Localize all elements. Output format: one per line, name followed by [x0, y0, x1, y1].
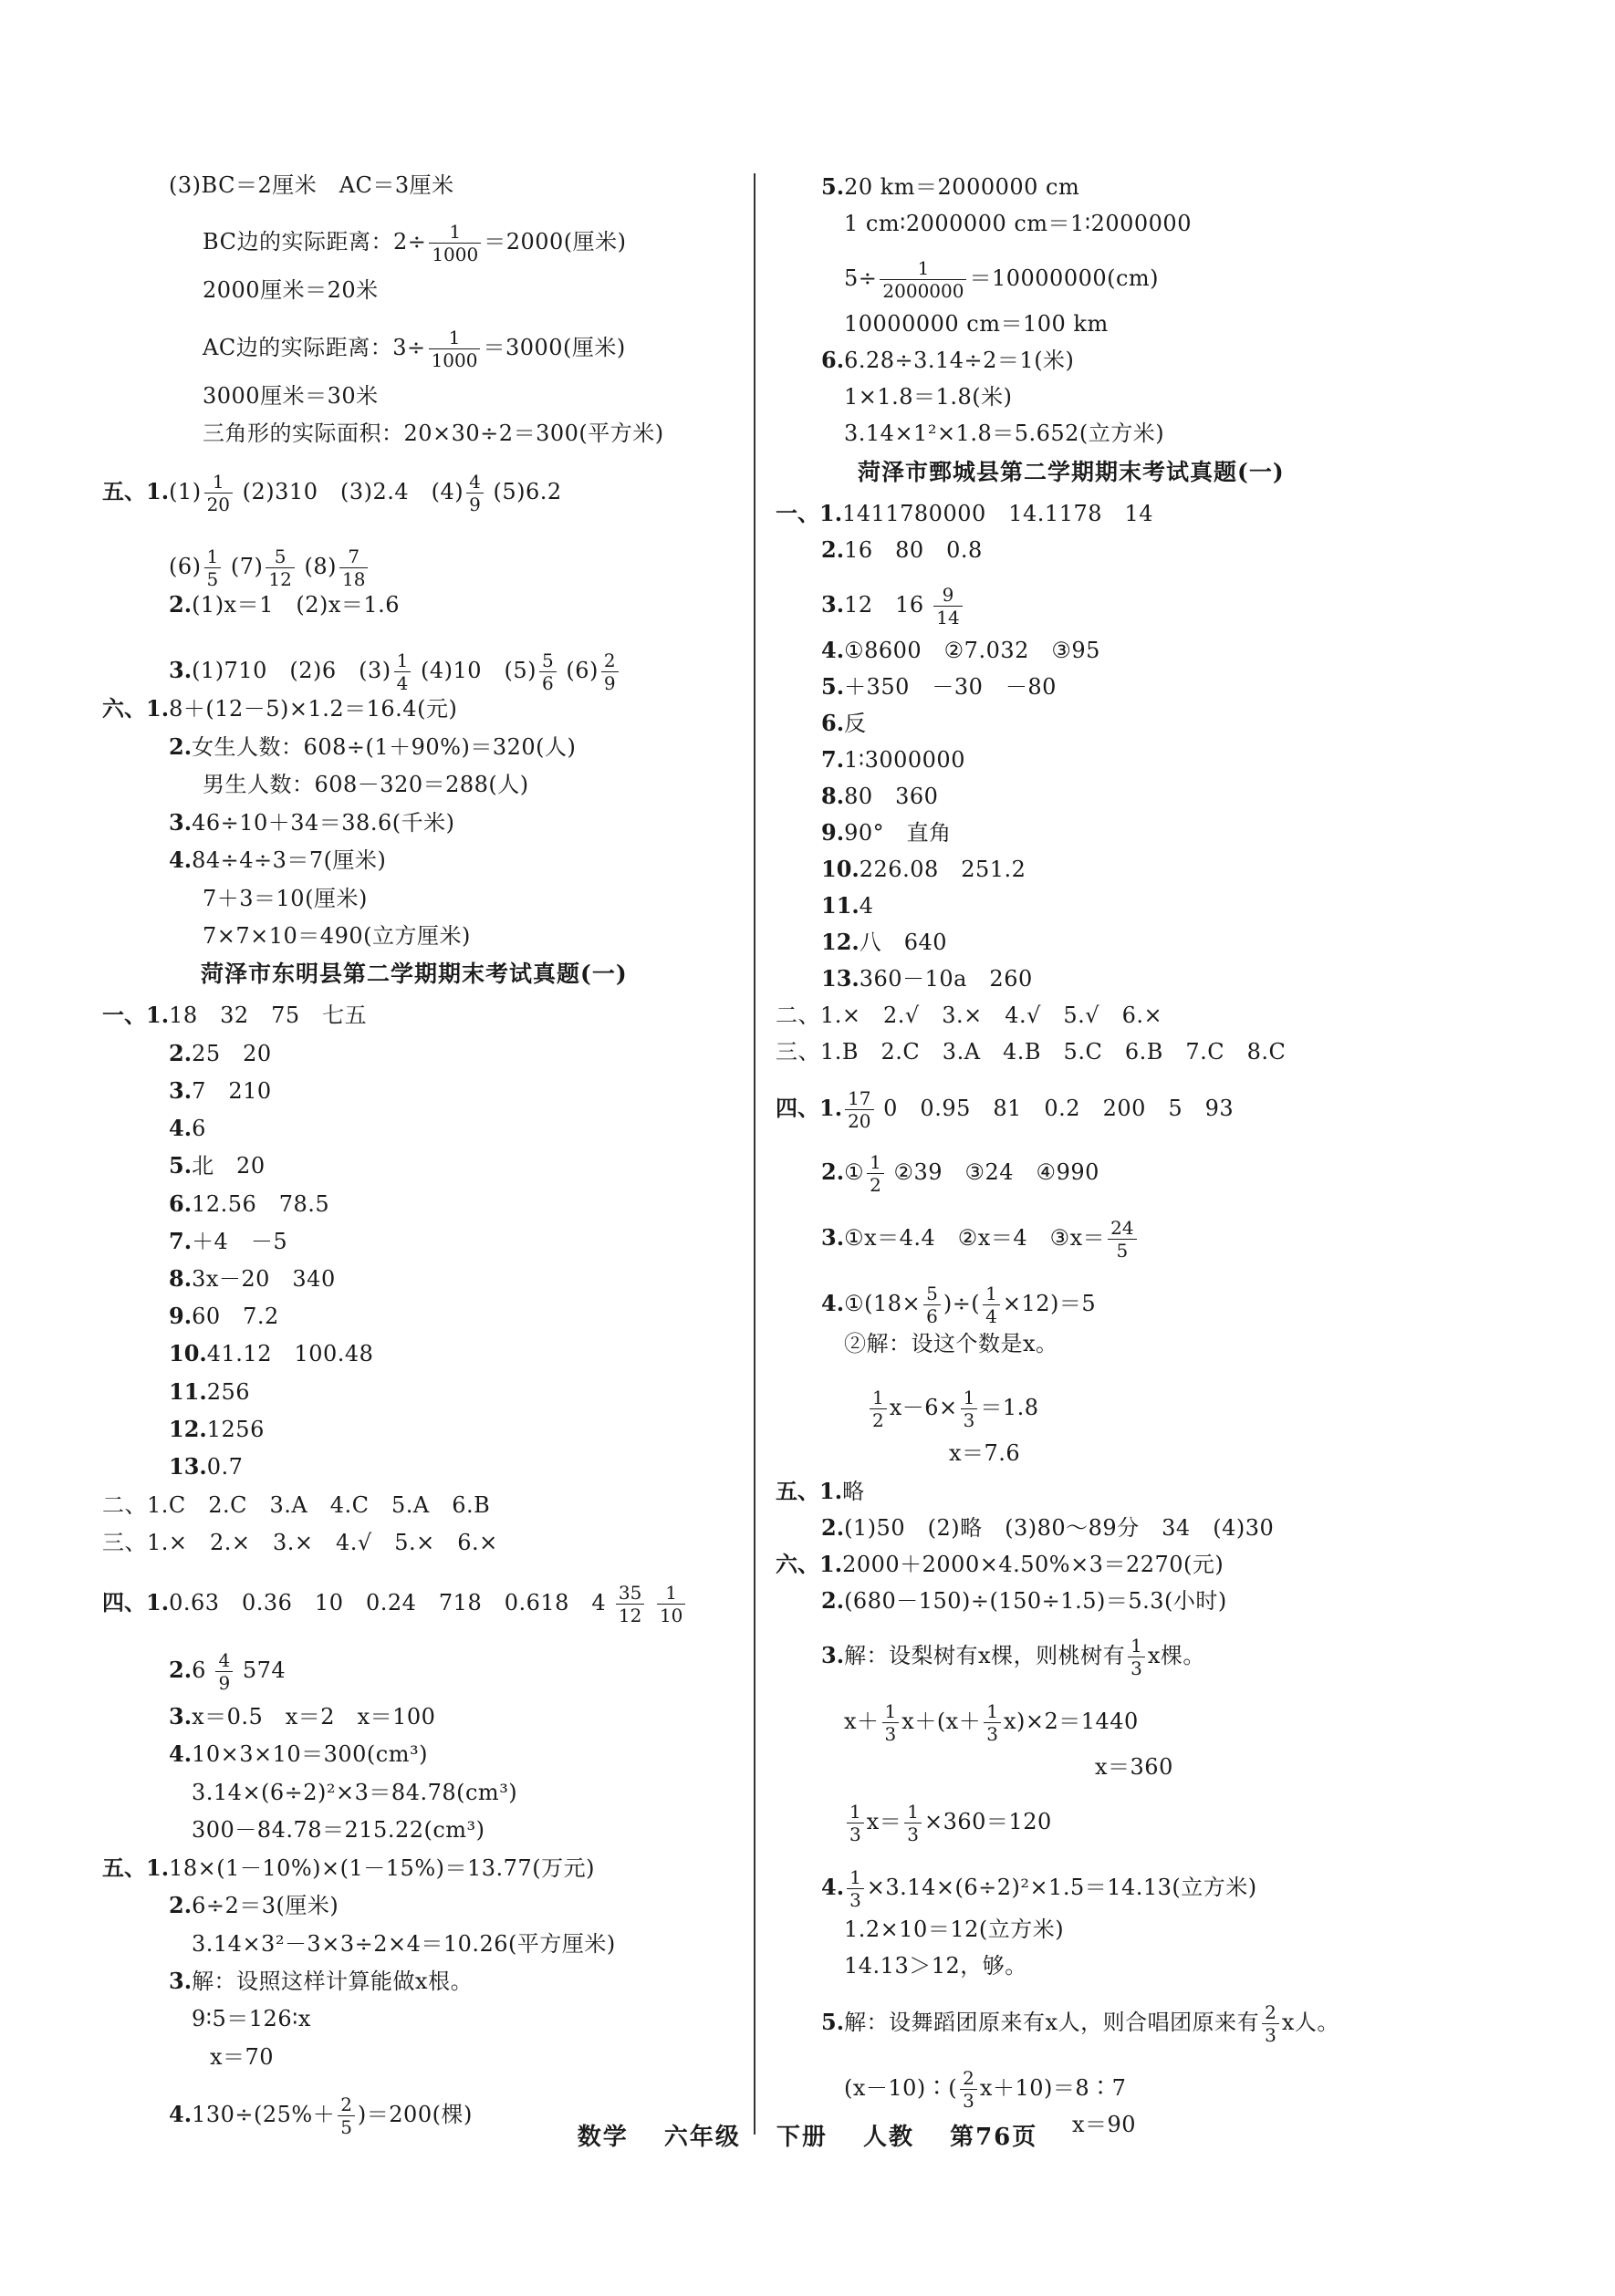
answer-line: 5.20 km＝2000000 cm — [821, 173, 1080, 200]
footer-volume: 下册 — [776, 2124, 828, 2151]
left-column — [0, 0, 748, 2189]
answer-line: 2000厘米＝20米 — [203, 277, 379, 303]
answer-line: 6.12.56 78.5 — [169, 1190, 330, 1217]
fraction: $\frac{5}{6}$ — [539, 649, 557, 694]
answer-line: 9.90° 直角 — [821, 819, 952, 846]
answer-line: 二、1.× 2.√ 3.× 4.√ 5.√ 6.× — [776, 1003, 1163, 1028]
fraction: $\frac{1}{3}$ — [1128, 1635, 1145, 1679]
answer-line: 10.226.08 251.2 — [821, 856, 1026, 882]
answer-line: 3.(1)710 (2)6 (3) $\frac{1}{4}$ (4)10 (5) $\frac{5}{6}$ (6) $\frac{2}{9}$ — [169, 649, 621, 677]
fraction: $\frac{24}{5}$ — [1108, 1217, 1136, 1262]
section-heading: 菏泽市东明县第二学期期末考试真题(一) — [201, 961, 628, 987]
answer-line: 6.反 — [821, 710, 867, 736]
answer-line: 13.0.7 — [169, 1453, 244, 1480]
answer-line: 4. $\frac{1}{3}$ ×3.14×(6÷2)²×1.5＝14.13(立方米) — [821, 1866, 1257, 1911]
answer-line: 4.84÷4÷3＝7(厘米) — [169, 847, 387, 873]
fraction: $\frac{1}{5}$ — [204, 545, 222, 590]
page-number: 第76页 — [950, 2124, 1038, 2151]
section-heading: 菏泽市鄄城县第二学期期末考试真题(一) — [858, 459, 1285, 485]
footer-edition: 人教 — [862, 2124, 914, 2151]
answer-line: 7.1∶3000000 — [821, 746, 965, 773]
fraction: $\frac{4}{9}$ — [466, 471, 484, 515]
footer-grade: 六年级 — [663, 2124, 741, 2151]
answer-line: 7×7×10＝490(立方厘米) — [203, 923, 471, 949]
answer-line: 三、1.B 2.C 3.A 4.B 5.C 6.B 7.C 8.C — [776, 1039, 1287, 1065]
answer-line: 5.＋350 －30 －80 — [821, 673, 1057, 700]
answer-line: 3.14×1²×1.8＝5.652(立方米) — [844, 421, 1165, 446]
answer-line: 2.(1)50 (2)略 (3)80～89分 34 (4)30 — [821, 1514, 1275, 1541]
answer-line: 2.16 80 0.8 — [821, 536, 983, 563]
answer-line: 8.80 360 — [821, 783, 939, 809]
fraction: $\frac{1}{4}$ — [983, 1283, 1000, 1327]
answer-line: 2.女生人数：608÷(1＋90%)＝320(人) — [169, 733, 577, 760]
answer-line: AC边的实际距离：3÷ $\frac{1}{1000}$ ＝3000(厘米) — [203, 327, 626, 371]
fraction: $\frac{1}{1000}$ — [429, 221, 481, 265]
fraction: $\frac{1}{3}$ — [847, 1866, 864, 1911]
fraction: $\frac{1}{4}$ — [394, 649, 412, 694]
answer-line: 4.6 — [169, 1115, 206, 1141]
answer-line: x＝7.6 — [949, 1440, 1021, 1466]
fraction: $\frac{2}{3}$ — [1262, 2001, 1279, 2046]
answer-line: 1×1.8＝1.8(米) — [844, 384, 1013, 410]
answer-line: 3.7 210 — [169, 1077, 272, 1104]
answer-line: 4.①8600 ②7.032 ③95 — [821, 637, 1100, 663]
answer-line: x＝90 — [1072, 2112, 1137, 2137]
answer-line: 3000厘米＝30米 — [203, 383, 379, 409]
fraction: $\frac{1}{20}$ — [204, 471, 233, 515]
answer-line: 9.60 7.2 — [169, 1303, 279, 1329]
answer-line: 2.① $\frac{1}{2}$ ②39 ③24 ④990 — [821, 1151, 1099, 1196]
fraction: $\frac{1}{10}$ — [657, 1582, 685, 1626]
answer-line: 3.14×(6÷2)²×3＝84.78(cm³) — [192, 1780, 518, 1805]
answer-line: 5.解：设舞蹈团原来有x人，则合唱团原来有 $\frac{2}{3}$ x人。 — [821, 2001, 1339, 2046]
answer-line: 4.①(18× $\frac{5}{6}$ )÷( $\frac{1}{4}$ ×12)＝5 — [821, 1283, 1097, 1327]
answer-line: 四、1. $\frac{17}{20}$ 0 0.95 81 0.2 200 5 93 — [776, 1087, 1235, 1132]
fraction: $\frac{1}{2}$ — [870, 1387, 887, 1431]
answer-line: $\frac{1}{3}$ x＝ $\frac{1}{3}$ ×360＝120 — [844, 1801, 1052, 1828]
fraction: $\frac{7}{18}$ — [339, 545, 368, 590]
answer-line: 300－84.78＝215.22(cm³) — [192, 1817, 485, 1843]
answer-line: 3.解：设照这样计算能做x根。 — [169, 1968, 474, 1994]
answer-line: 2.(680－150)÷(150÷1.5)＝5.3(小时) — [821, 1587, 1227, 1614]
answer-line: 3.46÷10＋34＝38.6(千米) — [169, 809, 455, 836]
fraction: $\frac{1}{3}$ — [882, 1700, 900, 1745]
fraction: $\frac{5}{6}$ — [923, 1283, 941, 1327]
fraction: $\frac{1}{2000000}$ — [880, 257, 966, 302]
answer-line: 2.6 $\frac{4}{9}$ 574 — [169, 1649, 287, 1694]
answer-line: 10000000 cm＝100 km — [844, 311, 1109, 337]
answer-line: 五、1.(1) $\frac{1}{20}$ (2)310 (3)2.4 (4) $\frac{4}{9}$ (5)6.2 — [102, 471, 562, 515]
fraction: $\frac{1}{3}$ — [961, 1387, 978, 1431]
fraction: $\frac{17}{20}$ — [845, 1087, 873, 1132]
fraction: $\frac{5}{12}$ — [266, 545, 294, 590]
answer-line: 11.4 — [821, 892, 874, 919]
fraction: $\frac{1}{3}$ — [984, 1700, 1001, 1745]
answer-line: 10.41.12 100.48 — [169, 1340, 374, 1366]
answer-line: $\frac{1}{2}$ x－6× $\frac{1}{3}$ ＝1.8 — [867, 1387, 1039, 1414]
answer-line: 12.八 640 — [821, 929, 948, 955]
fraction: $\frac{1}{1000}$ — [429, 327, 481, 371]
answer-line: 二、1.C 2.C 3.A 4.C 5.A 6.B — [102, 1492, 491, 1518]
answer-line: x＋ $\frac{1}{3}$ x＋(x＋ $\frac{1}{3}$ x)×2＝1440 — [844, 1700, 1139, 1745]
answer-line: 3.①x＝4.4 ②x＝4 ③x＝ $\frac{24}{5}$ — [821, 1217, 1140, 1244]
answer-line: 14.13＞12，够。 — [844, 1953, 1027, 1979]
fraction: $\frac{35}{12}$ — [616, 1582, 644, 1626]
column-divider — [754, 173, 755, 2135]
answer-line: 五、1.略 — [776, 1478, 865, 1504]
answer-line: 三、1.× 2.× 3.× 4.√ 5.× 6.× — [102, 1530, 498, 1555]
answer-line: 一、1.1411780000 14.1178 14 — [776, 500, 1154, 526]
fraction: $\frac{1}{3}$ — [904, 1801, 922, 1845]
right-column — [757, 0, 1615, 2189]
answer-line: 9∶5＝126∶x — [192, 2006, 311, 2031]
answer-line: 5.北 20 — [169, 1152, 266, 1179]
answer-line: BC边的实际距离：2÷ $\frac{1}{1000}$ ＝2000(厘米) — [203, 221, 627, 265]
fraction: $\frac{9}{14}$ — [933, 584, 962, 629]
answer-line: 2.25 20 — [169, 1040, 272, 1066]
fraction: $\frac{4}{9}$ — [215, 1649, 233, 1694]
answer-line: x＝70 — [210, 2044, 275, 2070]
answer-line: (6) $\frac{1}{5}$ (7) $\frac{5}{12}$ (8) $\frac{7}{18}$ — [169, 545, 370, 573]
answer-line: 四、1.0.63 0.36 10 0.24 718 0.618 4 $\frac{35}{12}$ $\frac{1}{10}$ — [102, 1582, 688, 1609]
fraction: $\frac{2}{3}$ — [960, 2067, 977, 2112]
fraction: $\frac{2}{9}$ — [601, 649, 619, 694]
answer-line: x＝360 — [1095, 1754, 1173, 1780]
answer-line: 3.x＝0.5 x＝2 x＝100 — [169, 1703, 436, 1730]
answer-line: 六、1.2000＋2000×4.50%×3＝2270(元) — [776, 1551, 1224, 1577]
answer-line: 2.6÷2＝3(厘米) — [169, 1892, 339, 1918]
answer-line: 4.10×3×10＝300(cm³) — [169, 1740, 428, 1767]
answer-line: 3.解：设梨树有x棵，则桃树有 $\frac{1}{3}$ x棵。 — [821, 1635, 1205, 1679]
answer-line: 五、1.18×(1－10%)×(1－15%)＝13.77(万元) — [102, 1854, 595, 1881]
answer-line: (x－10)∶( $\frac{2}{3}$ x＋10)＝8∶7 — [844, 2067, 1127, 2112]
answer-line: 1.2×10＝12(立方米) — [844, 1917, 1065, 1942]
answer-line: 12.1256 — [169, 1416, 265, 1442]
answer-line: 11.256 — [169, 1378, 251, 1405]
answer-line: 5÷ $\frac{1}{2000000}$ ＝10000000(cm) — [844, 257, 1160, 302]
answer-line: 男生人数：608－320＝288(人) — [203, 772, 529, 797]
answer-line: 8.3x－20 340 — [169, 1265, 336, 1292]
answer-line: ②解：设这个数是x。 — [844, 1331, 1058, 1356]
fraction: $\frac{1}{3}$ — [847, 1801, 864, 1845]
answer-line: 6.6.28÷3.14÷2＝1(米) — [821, 347, 1075, 373]
answer-line: 六、1.8＋(12－5)×1.2＝16.4(元) — [102, 695, 458, 722]
answer-line: 7＋3＝10(厘米) — [203, 886, 368, 911]
answer-line: 7.＋4 －5 — [169, 1228, 288, 1254]
footer-subject: 数学 — [577, 2124, 629, 2151]
answer-line: 三角形的实际面积：20×30÷2＝300(平方米) — [203, 421, 664, 446]
answer-line: 一、1.18 32 75 七五 — [102, 1002, 368, 1028]
answer-line: 3.14×3²－3×3÷2×4＝10.26(平方厘米) — [192, 1931, 616, 1957]
page-footer — [0, 2118, 1615, 2152]
answer-line: 2.(1)x＝1 (2)x＝1.6 — [169, 591, 401, 618]
answer-line: (3)BC＝2厘米 AC＝3厘米 — [169, 172, 454, 198]
answer-line: 13.360－10a 260 — [821, 965, 1033, 992]
answer-line: 1 cm∶2000000 cm＝1∶2000000 — [844, 211, 1192, 236]
answer-line: 4.130÷(25%＋ $\frac{2}{5}$ )＝200(棵) — [169, 2093, 473, 2138]
answer-line: 3.12 16 $\frac{9}{14}$ — [821, 584, 965, 611]
fraction: $\frac{2}{5}$ — [338, 2093, 355, 2138]
fraction: $\frac{1}{2}$ — [867, 1151, 884, 1196]
